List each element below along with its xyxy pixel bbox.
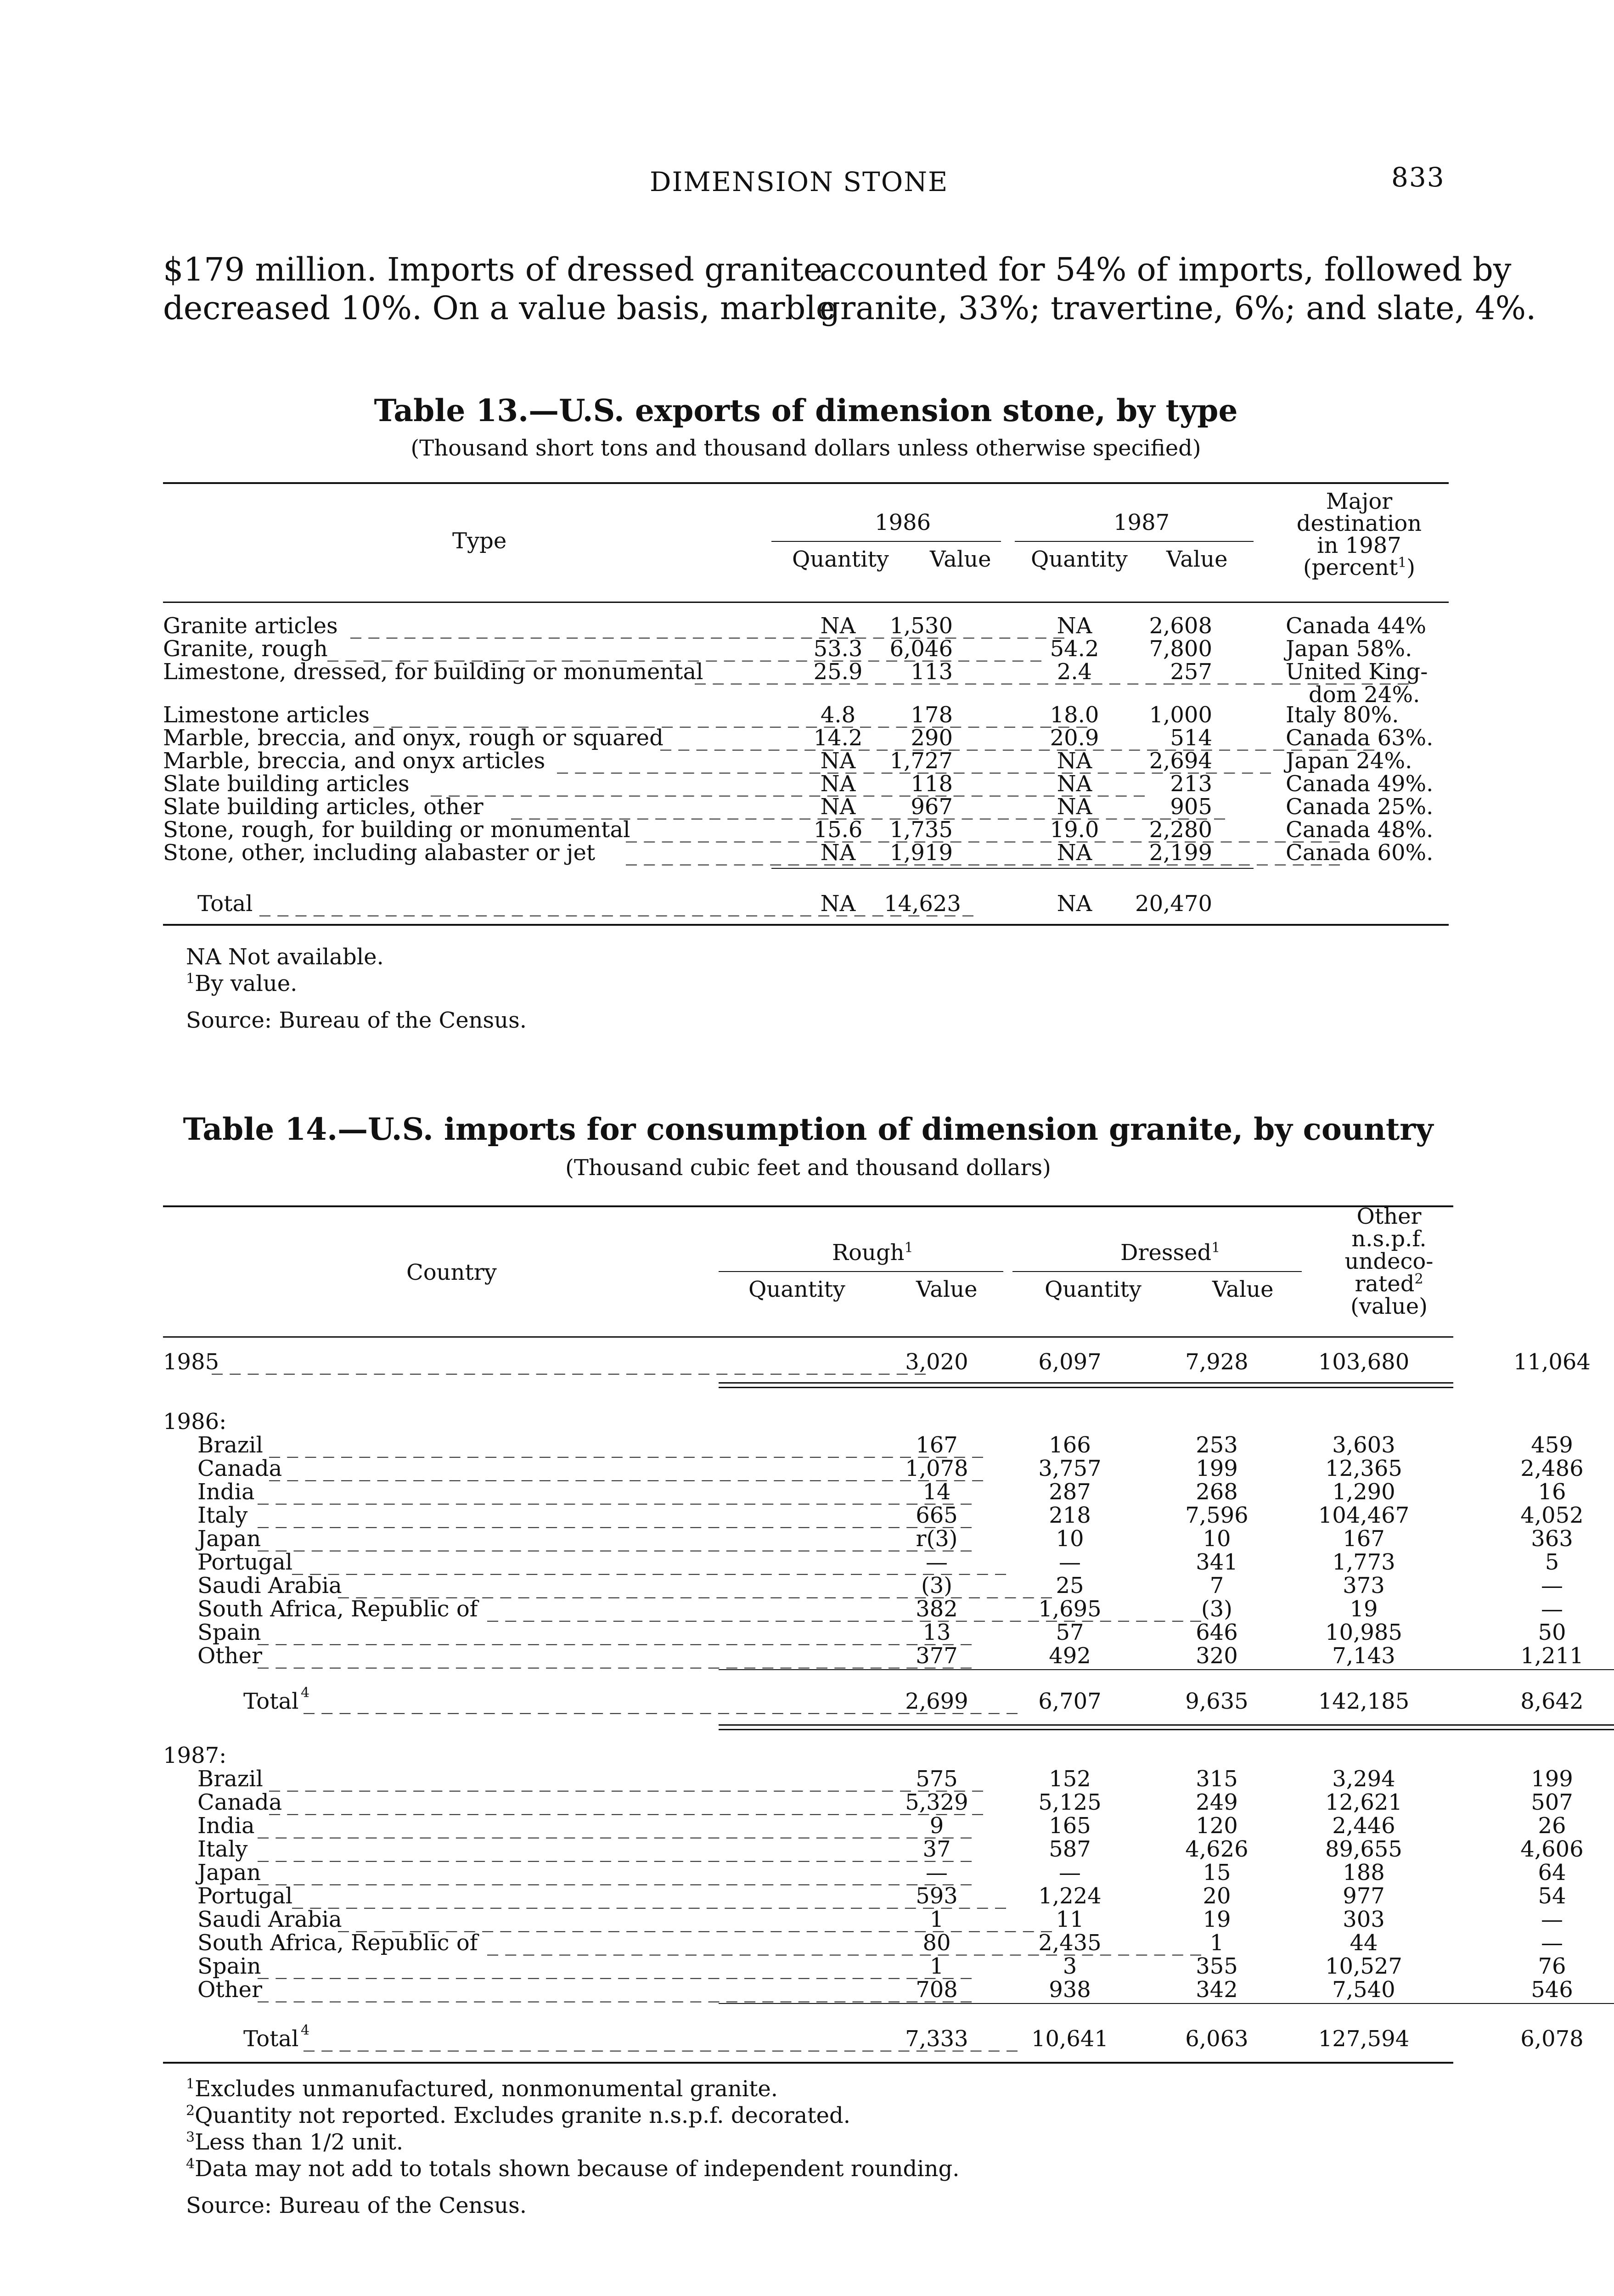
t14-1986-row-label: Italy	[197, 1503, 248, 1528]
t14-1986-row-o: 363	[1531, 1526, 1573, 1552]
t14-fn4: Data may not add to totals shown because of independent rounding.	[195, 2156, 960, 2182]
t14-header-rv: Value	[916, 1277, 978, 1302]
leader-dots	[212, 1349, 698, 1375]
t14-1987-row-rv: —	[1059, 1860, 1081, 1885]
leader-dots	[626, 841, 754, 864]
t14-1986-row-rq: (3)	[921, 1573, 952, 1598]
t14-1987-row-dq: 1	[1209, 1930, 1224, 1956]
t13-header-major: Major destination in 1987 (percent$^1$)	[1272, 490, 1446, 579]
leader-dots	[258, 1813, 698, 1839]
table13-subtitle: (Thousand short tons and thousand dollars unless otherwise specified)	[411, 435, 1201, 461]
t14-1987-row-o: 64	[1538, 1860, 1566, 1885]
t14-1986-total-label: Total	[243, 1688, 299, 1714]
t14-1987-row-label: Canada	[197, 1790, 282, 1815]
t14-1987-row-rq: 1	[929, 1953, 944, 1979]
t14-1987-row-rv: 5,125	[1038, 1790, 1102, 1815]
t14-1986-row-rv: 287	[1049, 1479, 1091, 1505]
leader-dots	[626, 818, 754, 841]
t14-1987-row-o: 546	[1531, 1977, 1573, 2003]
t14-1986-row-rq: r(3)	[916, 1526, 958, 1552]
t13-total-v86: 14,623	[884, 891, 961, 917]
t13-row-v87: 905	[1170, 794, 1212, 820]
leader-dots	[258, 1620, 698, 1645]
t14-1987-row-dq: 4,626	[1185, 1836, 1248, 1862]
t14-1986-row-rv: 10	[1056, 1526, 1084, 1552]
t13-row-v86: 1,735	[889, 817, 953, 843]
leader-dots	[695, 660, 754, 683]
t13-row-q87: 54.2	[1050, 636, 1099, 662]
t13-row-q87: NA	[1057, 613, 1092, 639]
t14-header-other: Other n.s.p.f. undeco- rated$^2$ (value)	[1327, 1205, 1451, 1318]
t14-1986-row-rv: 166	[1049, 1432, 1091, 1458]
t14-1986-row-dv: 7,143	[1332, 1643, 1395, 1669]
t14-source: Source: Bureau of the Census.	[186, 2193, 527, 2218]
t14-1985-dq: 7,928	[1185, 1349, 1248, 1375]
t13-header-qty86: Quantity	[792, 546, 889, 572]
t14-1987-row-label: Italy	[197, 1836, 248, 1862]
t14-1987-total-rq: 7,333	[905, 2026, 968, 2052]
t14-1986-row-label: Portugal	[197, 1549, 293, 1575]
t13-header-val87: Value	[1166, 546, 1228, 572]
t14-1985-rv: 6,097	[1038, 1349, 1102, 1375]
t14-header-other-line: undeco-	[1344, 1249, 1434, 1274]
leader-dots	[660, 726, 754, 749]
t14-header-other-line: Other	[1356, 1204, 1422, 1229]
t13-row-q86: 25.9	[813, 659, 863, 685]
t14-1987-row-o: 76	[1538, 1953, 1566, 1979]
t13-row-q87: 18.0	[1050, 702, 1099, 728]
t13-row-v87: 2,608	[1149, 613, 1212, 639]
t14-1986-row-label: Spain	[197, 1620, 261, 1645]
t14-1986-row-o: —	[1541, 1596, 1563, 1622]
t14-1986-row-dv: 3,603	[1332, 1432, 1395, 1458]
leader-dots	[373, 703, 754, 726]
t13-row-q86: NA	[820, 613, 856, 639]
t13-row-type: Granite, rough	[163, 636, 328, 662]
t14-1986-row-dv: 1,773	[1332, 1549, 1395, 1575]
t14-1987-row-dq: 15	[1203, 1860, 1231, 1885]
t14-1986-row-rq: 382	[916, 1596, 958, 1622]
t14-1986-row-dv: 12,365	[1325, 1456, 1402, 1481]
t14-1986-row-o: —	[1541, 1573, 1563, 1598]
t13-row-type: Limestone, dressed, for building or monumental	[163, 659, 703, 685]
t14-header-rough-label: Rough	[832, 1240, 905, 1266]
t14-1987-total-rv: 10,641	[1031, 2026, 1108, 2052]
leader-dots	[258, 1643, 698, 1669]
t14-1986-row-o: 5	[1545, 1549, 1559, 1575]
leader-dots	[557, 749, 754, 772]
table14-subtitle: (Thousand cubic feet and thousand dollars)	[565, 1155, 1051, 1181]
t14-1987-row-rq: 9	[929, 1813, 944, 1839]
t14-1986-total-o: 8,642	[1520, 1688, 1584, 1714]
t14-1987-row-label: Saudi Arabia	[197, 1907, 342, 1932]
t14-1986-row-rq: 167	[916, 1432, 958, 1458]
t13-total-q86: NA	[820, 891, 856, 917]
t13-row-dest: Canada 44%	[1286, 613, 1427, 639]
leader-dots	[431, 772, 754, 795]
t13-row-v86: 178	[911, 702, 953, 728]
t13-header-major-line: in 1987	[1317, 533, 1401, 558]
t13-row-type: Slate building articles	[163, 771, 410, 797]
t14-1987-row-dv: 977	[1343, 1883, 1385, 1909]
page-number: 833	[1391, 162, 1445, 193]
leader-dots	[258, 1479, 698, 1505]
t14-1986-row-dq: 646	[1196, 1620, 1238, 1645]
t14-header-rough: Rough$^1$	[832, 1240, 913, 1266]
t13-row-type: Stone, rough, for building or monumental	[163, 817, 630, 843]
t14-1987-row-dv: 3,294	[1332, 1766, 1395, 1792]
t13-total-label: Total	[197, 891, 253, 917]
t14-1987-row-dv: 89,655	[1325, 1836, 1402, 1862]
t14-1986-year: 1986:	[163, 1409, 227, 1435]
leader-dots	[292, 1549, 698, 1575]
t14-header-dq: Quantity	[1045, 1277, 1142, 1302]
t14-1987-year: 1987:	[163, 1743, 227, 1768]
t14-footnote-ref: 4	[301, 2022, 310, 2038]
t14-1987-row-dq: 355	[1196, 1953, 1238, 1979]
intro-left-line: decreased 10%. On a value basis, marble	[163, 289, 835, 327]
t13-row-v87: 1,000	[1149, 702, 1212, 728]
t14-1987-row-rq: —	[926, 1860, 948, 1885]
t13-row-q86: NA	[820, 840, 856, 866]
t13-row-type: Marble, breccia, and onyx articles	[163, 748, 545, 774]
t14-1986-row-label: India	[197, 1479, 255, 1505]
t14-1986-row-label: Saudi Arabia	[197, 1573, 342, 1598]
leader-dots	[258, 1526, 698, 1552]
t13-header-type: Type	[452, 528, 507, 554]
t13-row-v87: 257	[1170, 659, 1212, 685]
t14-1987-row-label: Japan	[197, 1860, 261, 1885]
t13-row-type: Marble, breccia, and onyx, rough or squared	[163, 725, 664, 751]
t13-note-1: By value.	[195, 971, 298, 996]
t13-row-dest: Canada 48%.	[1286, 817, 1434, 843]
t13-row-v86: 967	[911, 794, 953, 820]
t14-1986-row-dq: (3)	[1201, 1596, 1232, 1622]
t14-1987-row-label: Other	[197, 1977, 262, 2003]
t14-1987-total-label: Total	[243, 2026, 299, 2052]
t13-header-1987: 1987	[1113, 510, 1170, 535]
t14-1986-row-dq: 268	[1196, 1479, 1238, 1505]
t14-1986-row-rq: 1,078	[905, 1456, 968, 1481]
t14-1987-row-rq: 37	[922, 1836, 951, 1862]
t13-row-v86: 1,919	[889, 840, 953, 866]
t14-1987-row-label: Brazil	[197, 1766, 263, 1792]
t14-1986-row-rv: —	[1059, 1549, 1081, 1575]
leader-dots	[327, 637, 754, 660]
leader-dots	[269, 1790, 698, 1815]
t14-1986-total-dq: 9,635	[1185, 1688, 1248, 1714]
t13-row-v86: 113	[911, 659, 953, 685]
t14-1987-row-o: 199	[1531, 1766, 1573, 1792]
t13-row-dest: Canada 63%.	[1286, 725, 1434, 751]
table13-title: Table 13.—U.S. exports of dimension stone, by type	[374, 393, 1238, 428]
leader-dots	[258, 1860, 698, 1885]
t14-1987-row-o: 26	[1538, 1813, 1566, 1839]
t13-header-1986: 1986	[875, 510, 931, 535]
leader-dots	[269, 1766, 698, 1792]
t14-1986-row-dq: 341	[1196, 1549, 1238, 1575]
leader-dots	[304, 1688, 698, 1714]
t13-row-q86: 14.2	[813, 725, 863, 751]
leader-dots	[304, 2026, 698, 2052]
intro-right-line: granite, 33%; travertine, 6%; and slate, 4%.	[820, 289, 1536, 327]
t14-1986-row-dv: 373	[1343, 1573, 1385, 1598]
t13-row-v87: 514	[1170, 725, 1212, 751]
t14-1986-row-o: 50	[1538, 1620, 1566, 1645]
leader-dots	[487, 1596, 698, 1622]
t14-1987-row-rv: 11	[1056, 1907, 1084, 1932]
t14-1987-row-o: —	[1541, 1907, 1563, 1932]
t14-header-dressed: Dressed$^1$	[1120, 1240, 1220, 1266]
t14-1985-rq: 3,020	[905, 1349, 968, 1375]
t14-1987-row-dv: 303	[1343, 1907, 1385, 1932]
t14-1986-row-dq: 253	[1196, 1432, 1238, 1458]
t14-1987-row-rq: 1	[929, 1907, 944, 1932]
t13-row-v87: 2,280	[1149, 817, 1212, 843]
t13-row-v86: 1,530	[889, 613, 953, 639]
intro-left	[163, 250, 835, 327]
t14-1987-row-dv: 188	[1343, 1860, 1385, 1885]
t14-1986-row-dq: 199	[1196, 1456, 1238, 1481]
leader-dots	[338, 1907, 698, 1932]
t14-1986-total-rv: 6,707	[1038, 1688, 1102, 1714]
t13-row-v86: 290	[911, 725, 953, 751]
t14-1986-row-label: South Africa, Republic of	[197, 1596, 478, 1622]
t14-1986-row-o: 459	[1531, 1432, 1573, 1458]
t14-header-dv: Value	[1212, 1277, 1274, 1302]
t14-1987-row-rv: 587	[1049, 1836, 1091, 1862]
t13-row-q87: NA	[1057, 840, 1092, 866]
t14-1986-row-rv: 25	[1056, 1573, 1084, 1598]
t14-1986-row-label: Japan	[197, 1526, 261, 1552]
t14-1986-row-rq: 665	[916, 1503, 958, 1528]
t14-1987-row-rv: 1,224	[1038, 1883, 1102, 1909]
t14-1987-row-label: India	[197, 1813, 255, 1839]
t13-total-q87: NA	[1057, 891, 1092, 917]
t14-1986-row-dq: 7	[1209, 1573, 1224, 1598]
t14-1986-row-rq: —	[926, 1549, 948, 1575]
t14-1986-row-label: Other	[197, 1643, 262, 1669]
t13-row-dest: Japan 58%.	[1286, 636, 1412, 662]
t14-header-other-line: n.s.p.f.	[1351, 1226, 1427, 1252]
t14-1987-row-dq: 249	[1196, 1790, 1238, 1815]
t14-1987-row-dq: 342	[1196, 1977, 1238, 2003]
t14-1986-row-dv: 104,467	[1318, 1503, 1410, 1528]
t13-row-q86: 4.8	[820, 702, 856, 728]
t14-1987-total-dv: 127,594	[1318, 2026, 1410, 2052]
t14-1987-row-rv: 938	[1049, 1977, 1091, 2003]
t13-row-dest: United King-	[1286, 659, 1428, 685]
leader-dots	[269, 1432, 698, 1458]
t13-row-dest-cont: dom 24%.	[1309, 682, 1420, 708]
t14-fn2: Quantity not reported. Excludes granite n.s.p.f. decorated.	[195, 2103, 850, 2128]
t14-1987-row-label: South Africa, Republic of	[197, 1930, 478, 1956]
t14-1987-row-dv: 7,540	[1332, 1977, 1395, 2003]
t13-row-type: Slate building articles, other	[163, 794, 484, 820]
leader-dots	[350, 614, 754, 637]
t14-1986-row-rv: 492	[1049, 1643, 1091, 1669]
t14-header-other-line: (value)	[1350, 1294, 1428, 1319]
intro-right-line: accounted for 54% of imports, followed by	[820, 251, 1512, 288]
t13-header-major-line: Major	[1326, 489, 1393, 514]
t14-1987-row-label: Portugal	[197, 1883, 293, 1909]
t14-1987-row-dv: 10,527	[1325, 1953, 1402, 1979]
t13-header-qty87: Quantity	[1031, 546, 1128, 572]
table14-title: Table 14.—U.S. imports for consumption of dimension granite, by country	[183, 1111, 1434, 1147]
t14-1987-row-rq: 5,329	[905, 1790, 968, 1815]
t13-row-q86: NA	[820, 771, 856, 797]
table14-footnotes: $^1$Excludes unmanufactured, nonmonumental granite. $^2$Quantity not reported. Excludes granite n.s.p.f. decorated. $^3$Less than 1/2 unit. $^4$Data may not add to totals shown because of independent rounding. Source: Bureau of the Census.	[186, 2076, 960, 2218]
t13-row-dest: Canada 60%.	[1286, 840, 1434, 866]
t14-header-other-line: rated	[1355, 1271, 1415, 1297]
t14-fn1: Excludes unmanufactured, nonmonumental granite.	[195, 2076, 778, 2102]
t14-1987-row-rv: 165	[1049, 1813, 1091, 1839]
t14-1987-row-o: —	[1541, 1930, 1563, 1956]
leader-dots	[258, 1977, 698, 2003]
t14-1986-row-dv: 19	[1350, 1596, 1378, 1622]
t13-header-val86: Value	[930, 546, 991, 572]
t14-1987-row-rv: 3	[1063, 1953, 1077, 1979]
t13-row-dest: Japan 24%.	[1286, 748, 1412, 774]
leader-dots	[292, 1883, 698, 1909]
intro-right	[820, 250, 1536, 327]
leader-dots	[258, 1503, 698, 1528]
t14-1987-row-o: 4,606	[1520, 1836, 1584, 1862]
t14-1986-row-dq: 7,596	[1185, 1503, 1248, 1528]
t13-row-q86: NA	[820, 748, 856, 774]
t14-1987-row-dv: 2,446	[1332, 1813, 1395, 1839]
t13-total-v87: 20,470	[1135, 891, 1212, 917]
t13-row-type: Stone, other, including alabaster or jet	[163, 840, 596, 866]
intro-left-line: $179 million. Imports of dressed granite	[163, 251, 823, 288]
t14-1987-total-dq: 6,063	[1185, 2026, 1248, 2052]
t14-1986-row-rq: 13	[922, 1620, 951, 1645]
t13-row-v87: 213	[1170, 771, 1212, 797]
t14-1986-row-o: 4,052	[1520, 1503, 1584, 1528]
t14-1986-row-dq: 320	[1196, 1643, 1238, 1669]
t14-1987-row-rq: 708	[916, 1977, 958, 2003]
t13-row-dest: Canada 25%.	[1286, 794, 1434, 820]
t13-header-major-line: (percent	[1303, 555, 1398, 580]
t13-row-v87: 2,199	[1149, 840, 1212, 866]
t13-row-type: Granite articles	[163, 613, 338, 639]
t13-row-q86: 15.6	[813, 817, 863, 843]
t14-1987-row-rq: 80	[922, 1930, 951, 1956]
t13-header-major-line: destination	[1296, 511, 1422, 536]
t13-row-v86: 6,046	[889, 636, 953, 662]
t14-footnote-ref: 4	[301, 1685, 310, 1701]
t14-1986-row-rv: 1,695	[1038, 1596, 1102, 1622]
t14-1987-row-dq: 315	[1196, 1766, 1238, 1792]
t13-row-q87: NA	[1057, 771, 1092, 797]
t14-1987-row-dq: 120	[1196, 1813, 1238, 1839]
t14-1986-total-dv: 142,185	[1318, 1688, 1410, 1714]
t14-1986-row-dv: 10,985	[1325, 1620, 1402, 1645]
leader-dots	[269, 1456, 698, 1481]
t14-header-country: Country	[406, 1260, 497, 1285]
t14-1987-row-label: Spain	[197, 1953, 261, 1979]
t13-row-q87: 2.4	[1057, 659, 1092, 685]
leader-dots	[511, 795, 754, 818]
t14-1986-row-dq: 10	[1203, 1526, 1231, 1552]
running-header: DIMENSION STONE	[650, 166, 949, 197]
t13-note-na: NA Not available.	[186, 944, 384, 970]
t14-1986-total-rq: 2,699	[905, 1688, 968, 1714]
t14-1985-dv: 103,680	[1318, 1349, 1410, 1375]
t14-1987-row-rv: 2,435	[1038, 1930, 1102, 1956]
t14-fn3: Less than 1/2 unit.	[195, 2129, 404, 2155]
t13-row-v87: 2,694	[1149, 748, 1212, 774]
leader-dots	[258, 1953, 698, 1979]
t14-1987-row-dv: 12,621	[1325, 1790, 1402, 1815]
t14-header-rq: Quantity	[748, 1277, 845, 1302]
t14-1987-row-dq: 19	[1203, 1907, 1231, 1932]
t14-1987-row-rv: 152	[1049, 1766, 1091, 1792]
t14-1987-row-o: 54	[1538, 1883, 1566, 1909]
t14-1986-row-dv: 1,290	[1332, 1479, 1395, 1505]
t13-row-q87: NA	[1057, 748, 1092, 774]
t14-1986-row-dv: 167	[1343, 1526, 1385, 1552]
t14-1986-row-label: Brazil	[197, 1432, 263, 1458]
t14-1986-row-rv: 218	[1049, 1503, 1091, 1528]
t14-1985-label: 1985	[163, 1349, 219, 1375]
t14-1986-row-o: 2,486	[1520, 1456, 1584, 1481]
t13-row-v86: 118	[911, 771, 953, 797]
t14-1986-row-rq: 377	[916, 1643, 958, 1669]
t14-1986-row-rv: 57	[1056, 1620, 1084, 1645]
t13-row-q86: 53.3	[813, 636, 863, 662]
t13-row-v86: 1,727	[889, 748, 953, 774]
t14-1987-row-dq: 20	[1203, 1883, 1231, 1909]
t14-1985-o: 11,064	[1513, 1349, 1591, 1375]
t13-row-type: Limestone articles	[163, 702, 370, 728]
table14-body	[163, 1349, 1591, 2296]
t13-row-q87: 20.9	[1050, 725, 1099, 751]
t14-1986-row-label: Canada	[197, 1456, 282, 1481]
t13-row-q87: 19.0	[1050, 817, 1099, 843]
t14-1987-total-o: 6,078	[1520, 2026, 1584, 2052]
t14-1987-row-rq: 593	[916, 1883, 958, 1909]
t14-1986-row-o: 1,211	[1520, 1643, 1584, 1669]
leader-dots	[258, 1836, 698, 1862]
t14-1987-row-o: 507	[1531, 1790, 1573, 1815]
table13-notes: NA Not available. $^1$By value. Source: Bureau of the Census.	[186, 944, 527, 1033]
t13-row-dest: Canada 49%.	[1286, 771, 1434, 797]
t14-1987-row-rq: 575	[916, 1766, 958, 1792]
t13-row-q87: NA	[1057, 794, 1092, 820]
t14-1987-row-dv: 44	[1350, 1930, 1378, 1956]
t14-1986-row-rv: 3,757	[1038, 1456, 1102, 1481]
t13-row-q86: NA	[820, 794, 856, 820]
t13-row-v87: 7,800	[1149, 636, 1212, 662]
leader-dots	[338, 1573, 698, 1598]
t13-row-dest: Italy 80%.	[1286, 702, 1399, 728]
t14-header-dressed-label: Dressed	[1120, 1240, 1212, 1266]
t13-source: Source: Bureau of the Census.	[186, 1007, 527, 1033]
t14-1986-row-rq: 14	[922, 1479, 951, 1505]
leader-dots	[487, 1930, 698, 1956]
t14-1986-row-o: 16	[1538, 1479, 1566, 1505]
